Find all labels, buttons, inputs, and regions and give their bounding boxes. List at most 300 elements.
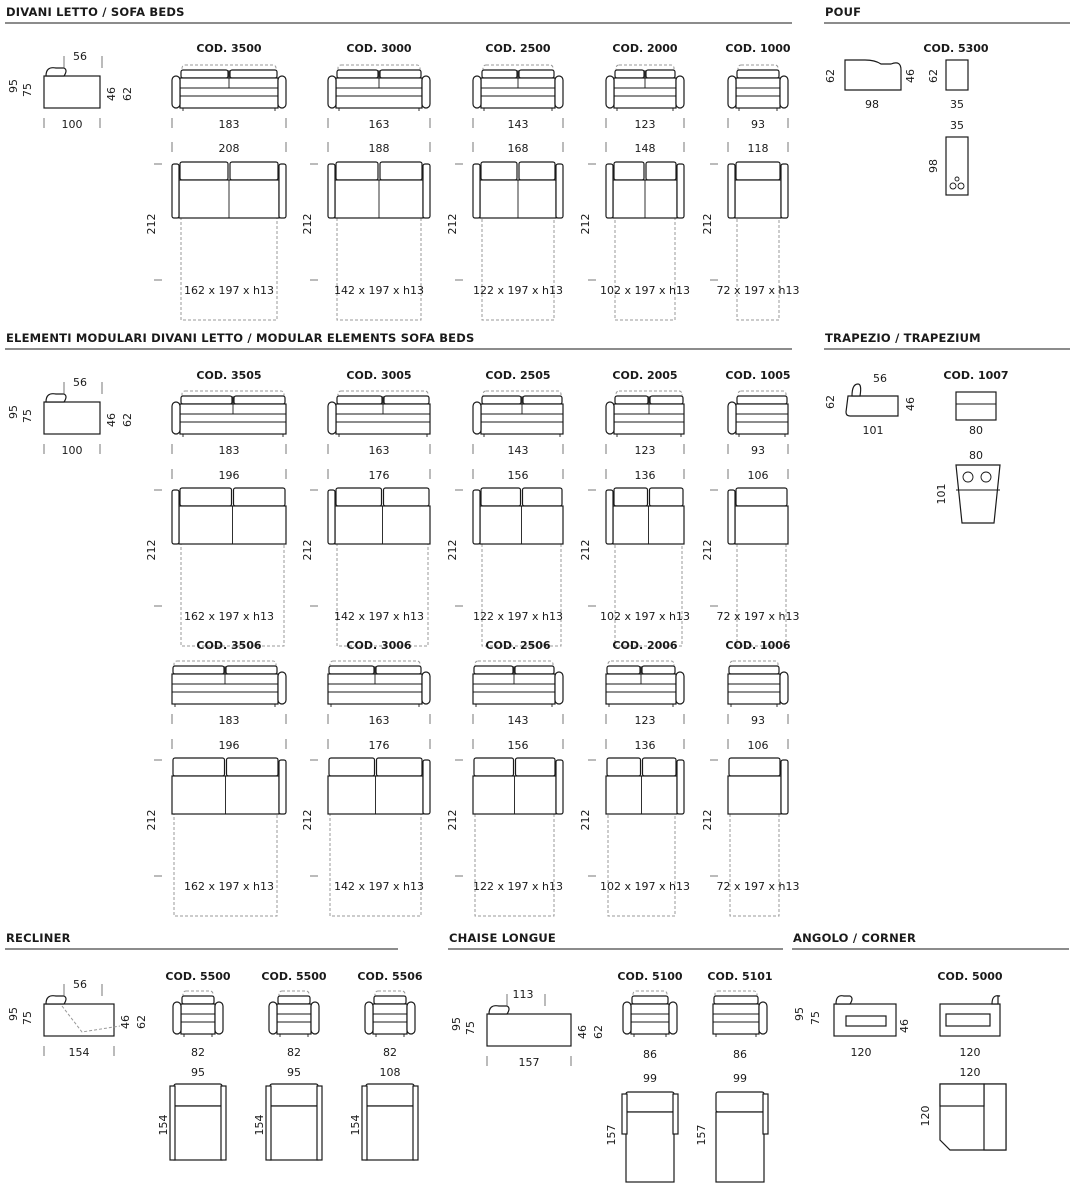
arm-plan <box>266 1086 271 1160</box>
headrest-cushion <box>737 396 787 404</box>
profile-h-arm2: 62 <box>121 87 134 101</box>
profile-h-seat: 46 <box>105 413 118 427</box>
seat-body <box>181 1004 215 1034</box>
product-code: COD. 1005 <box>725 369 791 382</box>
mattress-size: 122 x 197 x h13 <box>473 610 563 623</box>
bed-outline <box>615 528 682 646</box>
arm-plan <box>781 164 788 218</box>
bed-width: 176 <box>368 739 390 752</box>
profile-h-seat: 46 <box>105 87 118 101</box>
top-length: 154 <box>157 1114 170 1136</box>
sofa-width: 163 <box>368 444 390 457</box>
sofa-width: 82 <box>191 1046 205 1059</box>
bed-length: 212 <box>579 539 592 561</box>
bed-outline <box>330 798 421 916</box>
headrest-cushion <box>337 70 378 78</box>
profile-headrest <box>46 996 66 1004</box>
arm-plan <box>556 760 563 814</box>
back-cushion <box>230 162 278 180</box>
mattress-size: 142 x 197 x h13 <box>334 610 424 623</box>
back-cushion <box>180 162 228 180</box>
product-code: COD. 5101 <box>707 970 773 983</box>
profile-depth: 113 <box>512 988 534 1001</box>
profile-h-seat: 46 <box>119 1015 132 1029</box>
headrest-cushion <box>482 70 517 78</box>
pouf-top <box>946 137 968 195</box>
profile-h-back: 95 <box>7 405 20 419</box>
profile-h-seat: 46 <box>576 1025 589 1039</box>
product-code: COD. 2500 <box>485 42 551 55</box>
bed-length: 212 <box>701 809 714 831</box>
sofa-width: 93 <box>751 118 765 131</box>
arm-plan <box>170 1086 175 1160</box>
pouf-top-w: 35 <box>950 119 964 132</box>
bed-length: 212 <box>301 809 314 831</box>
profile-headrest <box>46 394 66 402</box>
pouf-front-h: 62 <box>927 69 940 83</box>
bed-outline <box>730 798 779 916</box>
profile-depth: 56 <box>73 50 87 63</box>
trap-top-l: 101 <box>935 483 948 505</box>
bed-length: 212 <box>579 213 592 235</box>
headrest-cushion <box>182 996 214 1004</box>
seat-plan <box>174 1106 222 1160</box>
top-length: 157 <box>605 1124 618 1146</box>
bed-outline <box>337 528 428 646</box>
profile-h-arm: 75 <box>21 83 34 97</box>
armrest <box>473 402 481 434</box>
corner-seat <box>846 1016 886 1026</box>
seat-plan <box>270 1106 318 1160</box>
seat-plan <box>735 180 781 218</box>
arm-plan <box>606 490 613 544</box>
top-width: 95 <box>191 1066 205 1079</box>
mattress-size: 102 x 197 x h13 <box>600 610 690 623</box>
section-title-modular: ELEMENTI MODULARI DIVANI LETTO / MODULAR ELEMENTS SOFA BEDS <box>6 331 475 345</box>
armrest <box>328 76 336 108</box>
sofa-width: 86 <box>643 1048 657 1061</box>
back-cushion <box>736 488 787 506</box>
arm-plan <box>221 1086 226 1160</box>
headrest-cushion <box>642 666 675 674</box>
product-code: COD. 2505 <box>485 369 551 382</box>
armrest <box>311 1002 319 1034</box>
profile-h-arm: 75 <box>464 1021 477 1035</box>
bed-outline <box>174 798 277 916</box>
mattress-size: 162 x 197 x h13 <box>184 880 274 893</box>
trap-top-w: 80 <box>969 449 983 462</box>
headrest-cushion <box>226 666 277 674</box>
arm-plan <box>677 760 684 814</box>
section-title-recliner: RECLINER <box>6 931 71 945</box>
sofa-width: 143 <box>507 444 529 457</box>
profile-headrest <box>46 68 66 76</box>
product-code: COD. 3500 <box>196 42 262 55</box>
headrest-cushion <box>646 70 675 78</box>
bed-width: 196 <box>218 469 240 482</box>
seat-body <box>373 1004 407 1034</box>
arm-plan <box>362 1086 367 1160</box>
armrest <box>623 1002 631 1034</box>
headrest-cushion <box>615 70 644 78</box>
bed-length: 212 <box>446 213 459 235</box>
bed-outline <box>181 202 277 320</box>
bed-width: 118 <box>747 142 769 155</box>
back-cushion <box>474 758 514 776</box>
profile-depth: 56 <box>73 978 87 991</box>
arm-plan <box>279 760 286 814</box>
armrest <box>173 1002 181 1034</box>
section-title-pouf: POUF <box>825 5 862 19</box>
armrest <box>728 76 736 108</box>
product-code: COD. 3005 <box>346 369 412 382</box>
profile-length: 157 <box>518 1056 540 1069</box>
armrest <box>278 672 286 704</box>
bed-outline <box>482 202 554 320</box>
arm-plan <box>673 1094 678 1134</box>
headrest-cushion <box>474 666 513 674</box>
pouf-top-l: 98 <box>927 159 940 173</box>
bed-width: 176 <box>368 469 390 482</box>
mattress-size: 122 x 197 x h13 <box>473 284 563 297</box>
profile-depth: 56 <box>73 376 87 389</box>
back-cushion <box>481 162 517 180</box>
headrest-cushion <box>329 666 374 674</box>
headrest-cushion <box>737 70 779 78</box>
armrest <box>422 672 430 704</box>
headrest-cushion <box>615 396 648 404</box>
trap-w: 101 <box>862 424 884 437</box>
bed-width: 136 <box>634 739 656 752</box>
seat-plan <box>728 776 781 814</box>
headrest-cushion <box>607 666 640 674</box>
arm-plan <box>763 1094 768 1134</box>
arm-plan <box>473 164 480 218</box>
bed-outline <box>737 528 786 646</box>
arm-plan <box>728 164 735 218</box>
trap-front-w: 80 <box>969 424 983 437</box>
sofa-width: 82 <box>383 1046 397 1059</box>
back-cushion <box>336 488 382 506</box>
seat-plan <box>716 1112 764 1182</box>
bed-width: 188 <box>368 142 390 155</box>
armrest <box>606 76 614 108</box>
profile-h-arm: 75 <box>21 409 34 423</box>
bed-outline <box>615 202 675 320</box>
sofa-width: 183 <box>218 444 240 457</box>
corner-front-seat <box>946 1014 990 1026</box>
arm-plan <box>606 164 613 218</box>
armrest <box>172 76 180 108</box>
sofa-width: 183 <box>218 714 240 727</box>
bed-length: 212 <box>301 213 314 235</box>
section-title-trapezium: TRAPEZIO / TRAPEZIUM <box>825 331 981 345</box>
profile-body <box>487 1014 571 1046</box>
product-code: COD. 3506 <box>196 639 262 652</box>
mattress-size: 72 x 197 x h13 <box>716 610 800 623</box>
headrest-cushion <box>380 70 421 78</box>
back-cushion <box>729 758 780 776</box>
mattress-size: 122 x 197 x h13 <box>473 880 563 893</box>
arm-plan <box>781 760 788 814</box>
product-code: COD. 3505 <box>196 369 262 382</box>
profile-length: 154 <box>68 1046 90 1059</box>
corner-top-w: 120 <box>959 1066 981 1079</box>
pouf-code: COD. 5300 <box>923 42 989 55</box>
profile-h-back: 95 <box>7 1007 20 1021</box>
bed-length: 212 <box>446 539 459 561</box>
bed-length: 212 <box>145 213 158 235</box>
top-length: 154 <box>253 1114 266 1136</box>
sofa-width: 183 <box>218 118 240 131</box>
product-code: COD. 5500 <box>165 970 231 983</box>
top-width: 95 <box>287 1066 301 1079</box>
arm-plan <box>473 490 480 544</box>
headrest-cushion <box>632 996 668 1004</box>
profile-body <box>44 76 100 108</box>
sofa-width: 123 <box>634 444 656 457</box>
back-cushion <box>336 162 378 180</box>
back-cushion <box>716 1092 764 1112</box>
seat-body <box>736 78 780 108</box>
bed-width: 208 <box>218 142 240 155</box>
back-cushion <box>174 1084 222 1106</box>
sofa-width: 163 <box>368 714 390 727</box>
armrest <box>606 402 614 434</box>
arm-plan <box>317 1086 322 1160</box>
mattress-size: 72 x 197 x h13 <box>716 284 800 297</box>
corner-top-seat <box>940 1084 984 1106</box>
back-cushion <box>736 162 780 180</box>
headrest-cushion <box>515 666 554 674</box>
bed-outline <box>482 528 561 646</box>
mattress-size: 142 x 197 x h13 <box>334 880 424 893</box>
product-code: COD. 2506 <box>485 639 551 652</box>
corner-length: 120 <box>850 1046 872 1059</box>
back-cushion <box>650 488 684 506</box>
back-cushion <box>173 758 225 776</box>
bed-width: 156 <box>507 739 529 752</box>
arm-plan <box>556 164 563 218</box>
headrest-cushion <box>230 70 277 78</box>
top-width: 108 <box>379 1066 401 1079</box>
product-code: COD. 2005 <box>612 369 678 382</box>
armrest <box>728 402 736 434</box>
bed-width: 168 <box>507 142 529 155</box>
armrest <box>278 76 286 108</box>
bed-width: 148 <box>634 142 656 155</box>
pouf-front <box>946 60 968 90</box>
product-code: COD. 3006 <box>346 639 412 652</box>
trap-h1: 62 <box>824 395 837 409</box>
back-cushion <box>614 162 644 180</box>
sofa-width: 86 <box>733 1048 747 1061</box>
bed-width: 106 <box>747 739 769 752</box>
product-code: COD. 3000 <box>346 42 412 55</box>
profile-body <box>44 402 100 434</box>
armrest <box>407 1002 415 1034</box>
headrest-cushion <box>376 666 421 674</box>
armrest <box>676 672 684 704</box>
bed-outline <box>608 798 675 916</box>
sofa-width: 93 <box>751 444 765 457</box>
armrest <box>780 76 788 108</box>
back-cushion <box>519 162 555 180</box>
armrest <box>555 76 563 108</box>
headrest-cushion <box>234 396 285 404</box>
profile-h-back: 95 <box>450 1017 463 1031</box>
armrest <box>555 672 563 704</box>
sofa-width: 82 <box>287 1046 301 1059</box>
arm-plan <box>172 490 179 544</box>
mattress-size: 162 x 197 x h13 <box>184 284 274 297</box>
headrest-cushion <box>374 996 406 1004</box>
product-code: COD. 5500 <box>261 970 327 983</box>
back-cushion <box>481 488 521 506</box>
back-cushion <box>516 758 556 776</box>
armrest <box>215 1002 223 1034</box>
pouf-w: 98 <box>865 98 879 111</box>
armrest <box>422 76 430 108</box>
back-cushion <box>384 488 430 506</box>
bed-length: 212 <box>301 539 314 561</box>
bed-outline <box>475 798 554 916</box>
corner-top-back <box>984 1084 1006 1150</box>
armrest <box>172 402 180 434</box>
trap-depth: 56 <box>873 372 887 385</box>
bed-length: 212 <box>145 539 158 561</box>
corner-h-arm: 75 <box>809 1011 822 1025</box>
mattress-size: 162 x 197 x h13 <box>184 610 274 623</box>
section-title-chaise: CHAISE LONGUE <box>449 931 556 945</box>
arm-plan <box>728 490 735 544</box>
back-cushion <box>646 162 676 180</box>
corner-front-headrest <box>992 996 1000 1004</box>
section-title-sofa-beds: DIVANI LETTO / SOFA BEDS <box>6 5 185 19</box>
arm-plan <box>172 164 179 218</box>
top-length: 157 <box>695 1124 708 1146</box>
back-cushion <box>329 758 375 776</box>
trap-top <box>956 465 1000 523</box>
bed-length: 212 <box>579 809 592 831</box>
headrest-cushion <box>519 70 554 78</box>
bed-width: 156 <box>507 469 529 482</box>
corner-headrest <box>836 996 852 1004</box>
bed-length: 212 <box>701 539 714 561</box>
profile-length: 100 <box>61 118 83 131</box>
armrest <box>473 76 481 108</box>
headrest-cushion <box>384 396 429 404</box>
sofa-width: 123 <box>634 118 656 131</box>
pouf-front-w: 35 <box>950 98 964 111</box>
arm-plan <box>677 164 684 218</box>
armrest <box>669 1002 677 1034</box>
headrest-cushion <box>278 996 310 1004</box>
back-cushion <box>380 162 422 180</box>
bed-length: 212 <box>446 809 459 831</box>
profile-length: 100 <box>61 444 83 457</box>
back-cushion <box>523 488 563 506</box>
back-cushion <box>366 1084 414 1106</box>
seat-body <box>728 674 780 704</box>
back-cushion <box>270 1084 318 1106</box>
profile-h-arm2: 62 <box>121 413 134 427</box>
headrest-cushion <box>729 666 779 674</box>
corner-code: COD. 5000 <box>937 970 1003 983</box>
headrest-cushion <box>482 396 521 404</box>
bed-width: 136 <box>634 469 656 482</box>
product-code: COD. 1000 <box>725 42 791 55</box>
top-width: 99 <box>733 1072 747 1085</box>
bed-length: 212 <box>701 213 714 235</box>
product-code: COD. 2006 <box>612 639 678 652</box>
headrest-cushion <box>173 666 224 674</box>
arm-plan <box>622 1094 627 1134</box>
arm-plan <box>413 1086 418 1160</box>
pouf-h1: 62 <box>824 69 837 83</box>
seat-body <box>277 1004 311 1034</box>
profile-h-back: 95 <box>7 79 20 93</box>
profile-h-arm: 75 <box>21 1011 34 1025</box>
back-cushion <box>626 1092 674 1112</box>
product-code: COD. 5100 <box>617 970 683 983</box>
back-cushion <box>227 758 279 776</box>
trap-headrest <box>852 384 861 396</box>
section-title-corner: ANGOLO / CORNER <box>793 931 917 945</box>
arm-plan <box>328 164 335 218</box>
profile-headrest <box>489 1006 509 1014</box>
corner-top-l: 120 <box>919 1105 932 1127</box>
arm-plan <box>423 164 430 218</box>
seat-body <box>713 1004 759 1034</box>
pouf-h2: 46 <box>904 69 917 83</box>
trap-side <box>846 396 898 416</box>
sofa-width: 143 <box>507 714 529 727</box>
headrest-cushion <box>337 396 382 404</box>
bed-length: 212 <box>145 809 158 831</box>
arm-plan <box>328 490 335 544</box>
back-cushion <box>180 488 232 506</box>
armrest <box>269 1002 277 1034</box>
product-code: COD. 2000 <box>612 42 678 55</box>
corner-front-w: 120 <box>959 1046 981 1059</box>
seat-plan <box>735 506 788 544</box>
trap-code: COD. 1007 <box>943 369 1009 382</box>
corner-h-back: 95 <box>793 1007 806 1021</box>
profile-h-arm2: 62 <box>135 1015 148 1029</box>
mattress-size: 142 x 197 x h13 <box>334 284 424 297</box>
back-cushion <box>607 758 641 776</box>
back-cushion <box>377 758 423 776</box>
armrest <box>365 1002 373 1034</box>
seat-body <box>631 1004 669 1034</box>
product-code: COD. 1006 <box>725 639 791 652</box>
profile-h-arm2: 62 <box>592 1025 605 1039</box>
armrest <box>328 402 336 434</box>
trap-h2: 46 <box>904 397 917 411</box>
armrest <box>780 672 788 704</box>
corner-h-seat: 46 <box>898 1019 911 1033</box>
sofa-width: 143 <box>507 118 529 131</box>
headrest-cushion <box>714 996 758 1004</box>
bed-outline <box>181 528 284 646</box>
armrest <box>676 76 684 108</box>
headrest-cushion <box>181 70 228 78</box>
sofa-width: 163 <box>368 118 390 131</box>
bed-outline <box>737 202 779 320</box>
sofa-width: 93 <box>751 714 765 727</box>
back-cushion <box>614 488 648 506</box>
